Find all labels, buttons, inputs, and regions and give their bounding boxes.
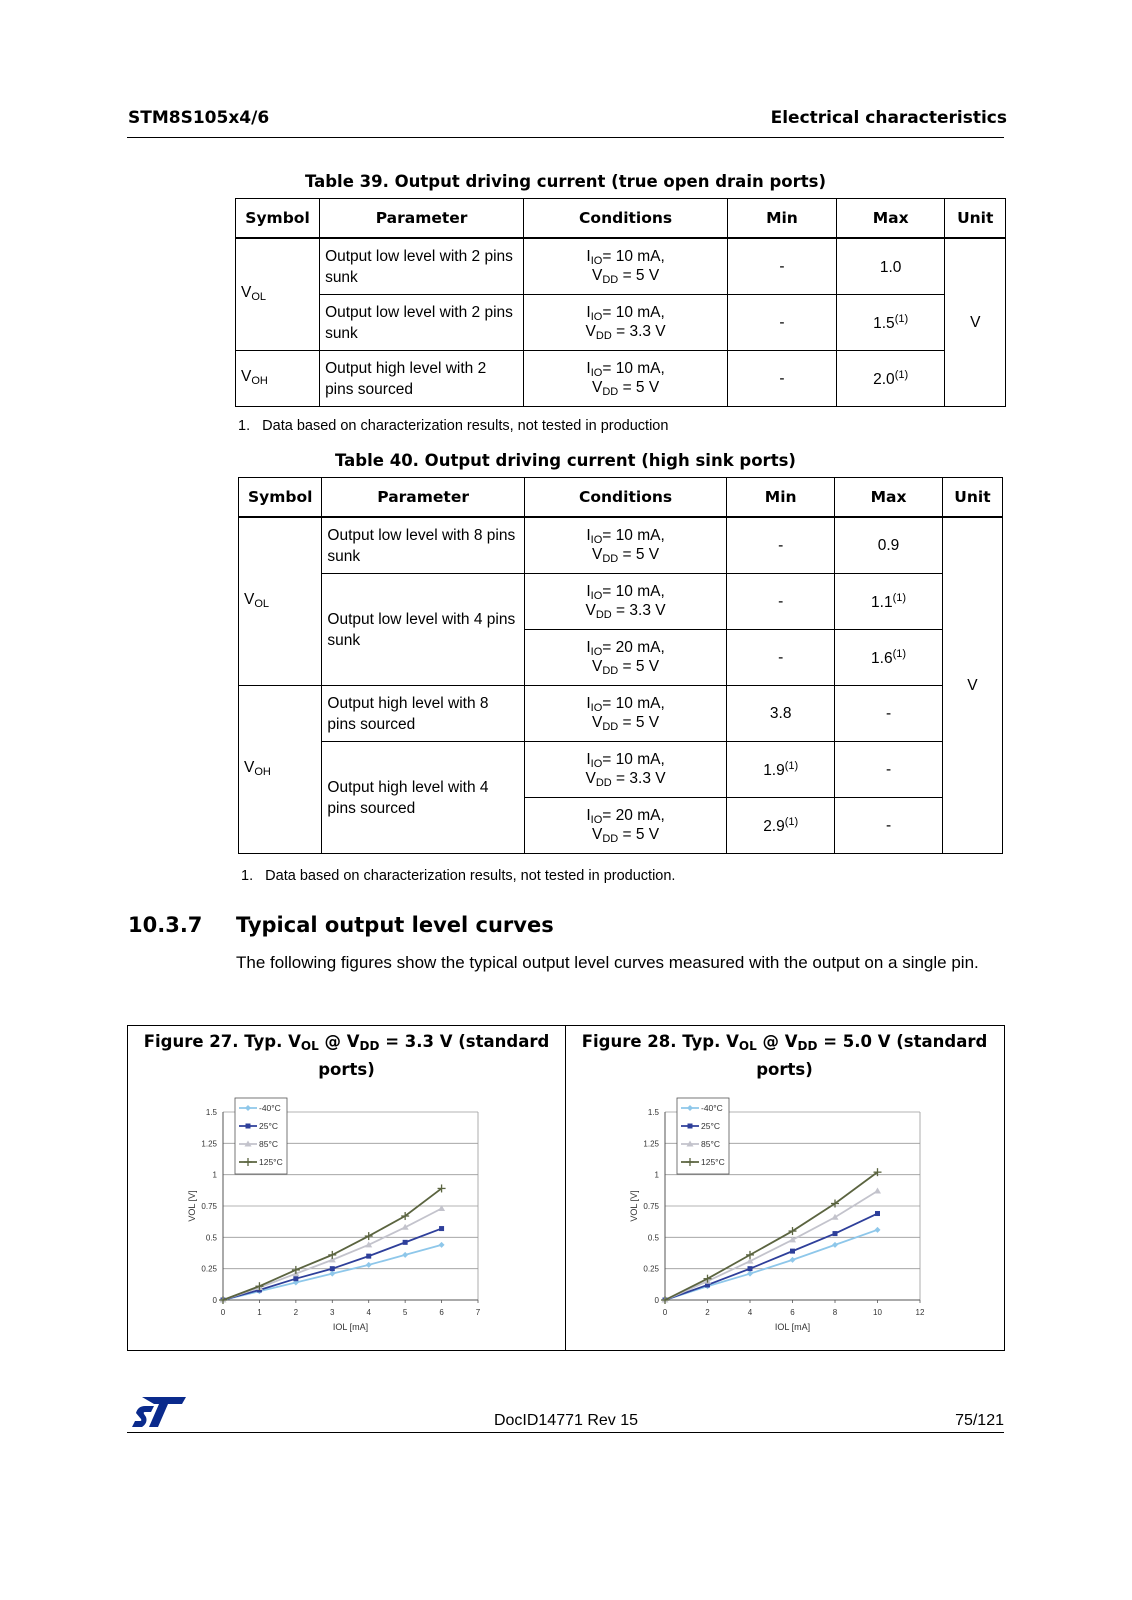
data-point — [790, 1257, 796, 1263]
footer-rule — [127, 1432, 1004, 1433]
y-axis-label: VOL [V] — [629, 1190, 639, 1222]
table-row — [239, 517, 1003, 574]
data-point — [833, 1231, 838, 1236]
max-cell: 1.5$^{(1)}$ — [836, 295, 945, 351]
min-cell: 1.9$^{(1)}$ — [727, 742, 835, 798]
table40-header-row — [239, 478, 1003, 518]
data-point — [832, 1242, 838, 1248]
data-point — [790, 1249, 795, 1254]
y-tick-label: 0.25 — [201, 1264, 217, 1274]
max-cell: - — [835, 798, 943, 854]
data-point — [402, 1252, 408, 1258]
col-conditions: Conditions — [524, 478, 726, 518]
doc-id: DocID14771 Rev 15 — [493, 1412, 639, 1429]
table-row — [239, 686, 1003, 742]
legend-label: 125°C — [701, 1157, 725, 1167]
x-tick-label: 6 — [439, 1308, 444, 1317]
y-tick-label: 0.5 — [205, 1233, 217, 1243]
y-tick-label: 0 — [212, 1296, 217, 1305]
x-tick-label: 3 — [330, 1308, 335, 1317]
y-axis-label: VOL [V] — [187, 1190, 197, 1222]
y-tick-label: 0.25 — [643, 1264, 659, 1274]
max-cell: 2.0$^{(1)}$ — [836, 351, 945, 407]
table-row — [239, 574, 1003, 630]
col-max: Max — [836, 199, 945, 239]
conditions-cell: $I_{IO}= 10$ mA, $V_{DD} = 3.3$ V — [524, 574, 726, 630]
x-tick-label: 2 — [705, 1308, 710, 1317]
data-point — [439, 1226, 444, 1231]
series-line — [223, 1188, 442, 1300]
section-number: 10.3.7 — [128, 913, 203, 937]
max-cell: 0.9 — [835, 517, 943, 574]
data-point — [403, 1240, 408, 1245]
x-tick-label: 8 — [832, 1308, 838, 1317]
conditions-cell: $I_{IO}= 20$ mA, $V_{DD} = 5$ V — [524, 798, 726, 854]
col-parameter: Parameter — [322, 478, 524, 518]
data-point — [329, 1271, 335, 1277]
parameter-cell: Output high level with 2 pins sourced — [320, 351, 524, 407]
legend-label: 85°C — [259, 1139, 278, 1149]
table-row — [239, 742, 1003, 798]
col-unit: Unit — [945, 199, 1006, 239]
data-point — [875, 1211, 880, 1216]
conditions-cell: $I_{IO}= 10$ mA, $V_{DD} = 3.3$ V — [524, 295, 728, 351]
unit-cell: V — [945, 238, 1006, 407]
min-cell: - — [728, 295, 837, 351]
x-axis-label: IOL [mA] — [774, 1322, 811, 1332]
conditions-cell: $I_{IO}= 10$ mA, $V_{DD} = 3.3$ V — [524, 742, 726, 798]
y-tick-label: 1 — [654, 1170, 659, 1180]
x-tick-label: 5 — [402, 1308, 408, 1317]
min-cell: 2.9$^{(1)}$ — [727, 798, 835, 854]
data-point — [874, 1187, 881, 1193]
data-point — [747, 1271, 753, 1277]
table-row — [236, 351, 1006, 407]
x-tick-label: 4 — [747, 1308, 753, 1317]
parameter-cell: Output high level with 4 pins sourced — [322, 742, 524, 854]
symbol-cell: $V_{OH}$ — [236, 351, 320, 407]
table40-footnote: 1. Data based on characterization results, not tested in production. — [241, 868, 676, 884]
conditions-cell: $I_{IO}= 10$ mA, $V_{DD} = 5$ V — [524, 238, 728, 295]
y-tick-label: 1.25 — [201, 1139, 217, 1149]
y-tick-label: 0 — [654, 1296, 659, 1305]
x-tick-label: 0 — [662, 1308, 668, 1317]
parameter-cell: Output low level with 8 pins sunk — [322, 517, 524, 574]
max-cell: 1.0 — [836, 238, 945, 295]
symbol-cell: $V_{OL}$ — [236, 238, 320, 351]
min-cell: - — [728, 351, 837, 407]
series-line — [665, 1214, 878, 1300]
figure28-caption: Figure 28. Typ. $V_{OL}$ @ $V_{DD} = 5.0$ V (standard ports) — [581, 1032, 988, 1079]
data-point — [366, 1262, 372, 1268]
conditions-cell: $I_{IO}= 20$ mA, $V_{DD} = 5$ V — [524, 630, 726, 686]
col-parameter: Parameter — [320, 199, 524, 239]
figure27-chart — [183, 1094, 513, 1344]
figure28-chart — [625, 1094, 955, 1344]
legend-label: 125°C — [259, 1157, 283, 1167]
table39-header-row — [236, 199, 1006, 239]
section-paragraph: The following figures show the typical output level curves measured with the output on a single pin. — [236, 953, 979, 972]
y-tick-label: 0.5 — [647, 1233, 659, 1243]
table39-footnote: 1. Data based on characterization results, not tested in production — [238, 418, 669, 434]
legend-marker — [246, 1124, 251, 1129]
x-axis-label: IOL [mA] — [332, 1322, 369, 1332]
legend-label: 25°C — [259, 1121, 278, 1131]
figure-divider — [565, 1026, 566, 1350]
conditions-cell: $I_{IO}= 10$ mA, $V_{DD} = 5$ V — [524, 351, 728, 407]
section-title: Typical output level curves — [236, 913, 554, 937]
logo-text: ST — [132, 1395, 134, 1396]
max-cell: - — [835, 686, 943, 742]
max-cell: 1.1$^{(1)}$ — [835, 574, 943, 630]
legend-label: 85°C — [701, 1139, 720, 1149]
table39-caption: Table 39. Output driving current (true open drain ports) — [304, 172, 826, 191]
parameter-cell: Output low level with 2 pins sunk — [320, 238, 524, 295]
col-conditions: Conditions — [524, 199, 728, 239]
legend-label: 25°C — [701, 1121, 720, 1131]
figure-box — [127, 1025, 1005, 1351]
x-tick-label: 7 — [475, 1308, 481, 1317]
table-row — [236, 238, 1006, 295]
data-point — [330, 1266, 335, 1271]
col-min: Min — [727, 478, 835, 518]
x-tick-label: 2 — [293, 1308, 299, 1317]
legend-label: -40°C — [701, 1103, 723, 1113]
header-rule — [127, 137, 1004, 138]
min-cell: - — [728, 238, 837, 295]
y-tick-label: 0.75 — [201, 1202, 217, 1211]
parameter-cell: Output high level with 8 pins sourced — [322, 686, 524, 742]
figure27-caption: Figure 27. Typ. $V_{OL}$ @ $V_{DD} = 3.3$ V (standard ports) — [143, 1032, 550, 1079]
data-point — [748, 1266, 753, 1271]
col-min: Min — [728, 199, 837, 239]
data-point — [366, 1254, 371, 1259]
doc-title: STM8S105x4/6 — [128, 108, 270, 128]
table40-caption: Table 40. Output driving current (high sink ports) — [335, 451, 796, 470]
legend-marker — [688, 1124, 693, 1129]
y-tick-label: 0.75 — [643, 1202, 659, 1211]
y-tick-label: 1 — [212, 1170, 217, 1180]
table40 — [238, 477, 1003, 854]
symbol-cell: $V_{OH}$ — [239, 686, 322, 854]
data-point — [293, 1276, 298, 1281]
y-tick-label: 1.5 — [205, 1108, 217, 1117]
x-tick-label: 10 — [873, 1308, 882, 1317]
x-tick-label: 12 — [915, 1308, 925, 1317]
data-point — [439, 1242, 445, 1248]
y-tick-label: 1.25 — [643, 1139, 659, 1149]
y-tick-label: 1.5 — [647, 1108, 659, 1117]
min-cell: - — [727, 630, 835, 686]
col-symbol: Symbol — [239, 478, 322, 518]
conditions-cell: $I_{IO}= 10$ mA, $V_{DD} = 5$ V — [524, 517, 726, 574]
col-unit: Unit — [942, 478, 1002, 518]
min-cell: 3.8 — [727, 686, 835, 742]
x-tick-label: 6 — [790, 1308, 795, 1317]
parameter-cell: Output low level with 4 pins sunk — [322, 574, 524, 686]
page-number: 75/121 — [955, 1412, 1004, 1429]
min-cell: - — [727, 517, 835, 574]
legend-label: -40°C — [259, 1103, 281, 1113]
table39 — [235, 198, 1006, 407]
col-max: Max — [835, 478, 943, 518]
parameter-cell: Output low level with 2 pins sunk — [320, 295, 524, 351]
section-header: Electrical characteristics — [770, 108, 1007, 128]
unit-cell: V — [942, 517, 1002, 854]
symbol-cell: $V_{OL}$ — [239, 517, 322, 686]
col-symbol: Symbol — [236, 199, 320, 239]
data-point — [875, 1227, 881, 1233]
conditions-cell: $I_{IO}= 10$ mA, $V_{DD} = 5$ V — [524, 686, 726, 742]
table-row — [236, 295, 1006, 351]
x-tick-label: 4 — [366, 1308, 371, 1317]
max-cell: - — [835, 742, 943, 798]
x-tick-label: 1 — [257, 1308, 262, 1317]
series-line — [665, 1172, 878, 1300]
max-cell: 1.6$^{(1)}$ — [835, 630, 943, 686]
x-tick-label: 0 — [220, 1308, 226, 1317]
min-cell: - — [727, 574, 835, 630]
